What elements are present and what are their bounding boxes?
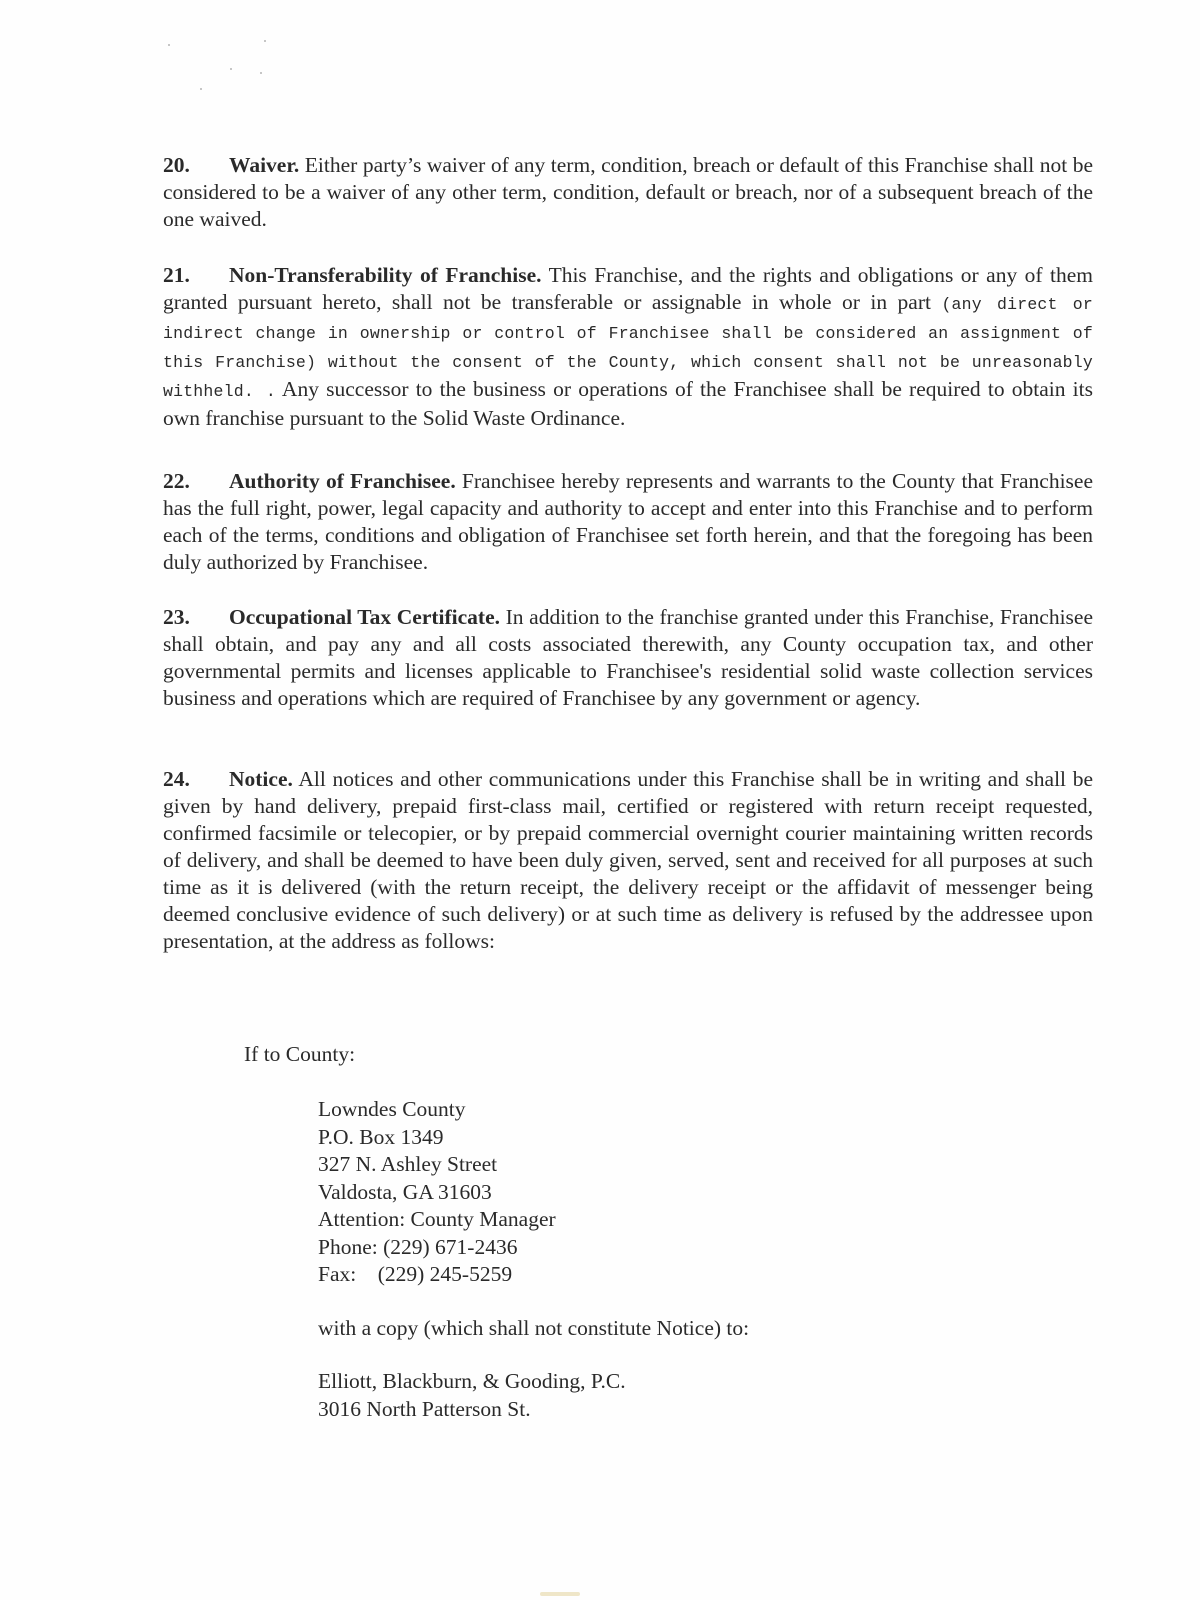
fax-line: Fax: (229) 245-5259 bbox=[318, 1262, 513, 1286]
section-body-typewritten: (any direct or indirect change in ownership or control of Franchisee shall be considered an assignment of this Franchise) without the consent of the County, which consent shall not be unreasonably withheld. . bbox=[163, 295, 1093, 401]
section-body: In addition to the franchise granted under this Franchise, Franchisee shall obtain, and pay any and all costs associated therewith, any County occupation tax, and other governmental permits and licenses applicable to Franchisee's residential solid waste collection services business and operations which are required of Franchisee by any government or agency. bbox=[163, 605, 1093, 710]
address-line: Attention: County Manager bbox=[318, 1207, 556, 1231]
scan-speck bbox=[230, 68, 232, 70]
county-address-block bbox=[318, 1096, 556, 1289]
copy-address-block bbox=[318, 1368, 626, 1423]
phone-line: Phone: (229) 671-2436 bbox=[318, 1234, 518, 1259]
section-body: Either party’s waiver of any term, condition, breach or default of this Franchise shall not be considered to be a waiver of any other term, condition, default or breach, nor of a subsequent breach of the one waived. bbox=[163, 153, 1093, 231]
scan-smudge bbox=[540, 1592, 580, 1596]
scan-specks bbox=[160, 38, 280, 98]
section-heading: Occupational Tax Certificate. bbox=[229, 605, 501, 629]
section-body: This Franchise, and the rights and obligations or any of them granted pursuant hereto, shall not be transferable or assignable in whole or in part bbox=[163, 263, 1093, 314]
section-body: Franchisee hereby represents and warrants to the County that Franchisee has the full right, power, legal capacity and authority to accept and enter into this Franchise and to perform each of the terms, conditions and obligation of Franchisee set forth herein, and that the foregoing has been duly authorized by Franchisee. bbox=[163, 469, 1094, 574]
address-line: Lowndes County bbox=[318, 1097, 466, 1121]
section-heading: Authority of Franchisee. bbox=[229, 469, 456, 493]
scan-speck bbox=[200, 88, 202, 90]
scan-speck bbox=[264, 40, 266, 42]
section-heading: Notice. bbox=[229, 767, 293, 791]
scan-speck bbox=[260, 72, 262, 74]
section-21-non-transferability bbox=[163, 262, 1093, 432]
section-heading: Non-Transferability of Franchise. bbox=[229, 263, 542, 287]
section-number: 22. bbox=[163, 469, 190, 493]
address-line: Valdosta, GA 31603 bbox=[318, 1179, 492, 1204]
section-number: 23. bbox=[163, 605, 190, 629]
section-23-occupational-tax bbox=[163, 604, 1093, 712]
section-heading: Waiver. bbox=[229, 153, 300, 177]
address-line: P.O. Box 1349 bbox=[318, 1124, 444, 1149]
section-22-authority bbox=[163, 468, 1093, 576]
notice-recipient-intro: If to County: bbox=[244, 1042, 356, 1066]
section-body: Any successor to the business or operations of the Franchisee shall be required to obtain its own franchise pursuant to the Solid Waste Ordinance. bbox=[163, 377, 1093, 430]
address-line: Elliott, Blackburn, & Gooding, P.C. bbox=[318, 1369, 626, 1393]
section-number: 24. bbox=[163, 767, 190, 791]
section-20-waiver bbox=[163, 152, 1093, 233]
scan-speck bbox=[168, 44, 170, 46]
copy-recipient-intro: with a copy (which shall not constitute Notice) to: bbox=[318, 1316, 750, 1340]
section-24-notice bbox=[163, 766, 1093, 955]
section-number: 21. bbox=[163, 263, 190, 287]
section-body: All notices and other communications under this Franchise shall be in writing and shall be given by hand delivery, prepaid first-class mail, certified or registered with return receipt requested, confirmed facsimile or telecopier, or by prepaid commercial overnight courier maintaining written records of delivery, and shall be deemed to have been duly given, served, sent and received for all purposes at such time as it is delivered (with the return receipt, the delivery receipt or the affidavit of messenger being deemed conclusive evidence of such delivery) or at such time as delivery is refused by the addressee upon presentation, at the address as follows: bbox=[163, 767, 1093, 953]
address-line: 3016 North Patterson St. bbox=[318, 1396, 531, 1421]
section-number: 20. bbox=[163, 153, 190, 177]
address-line: 327 N. Ashley Street bbox=[318, 1152, 498, 1176]
